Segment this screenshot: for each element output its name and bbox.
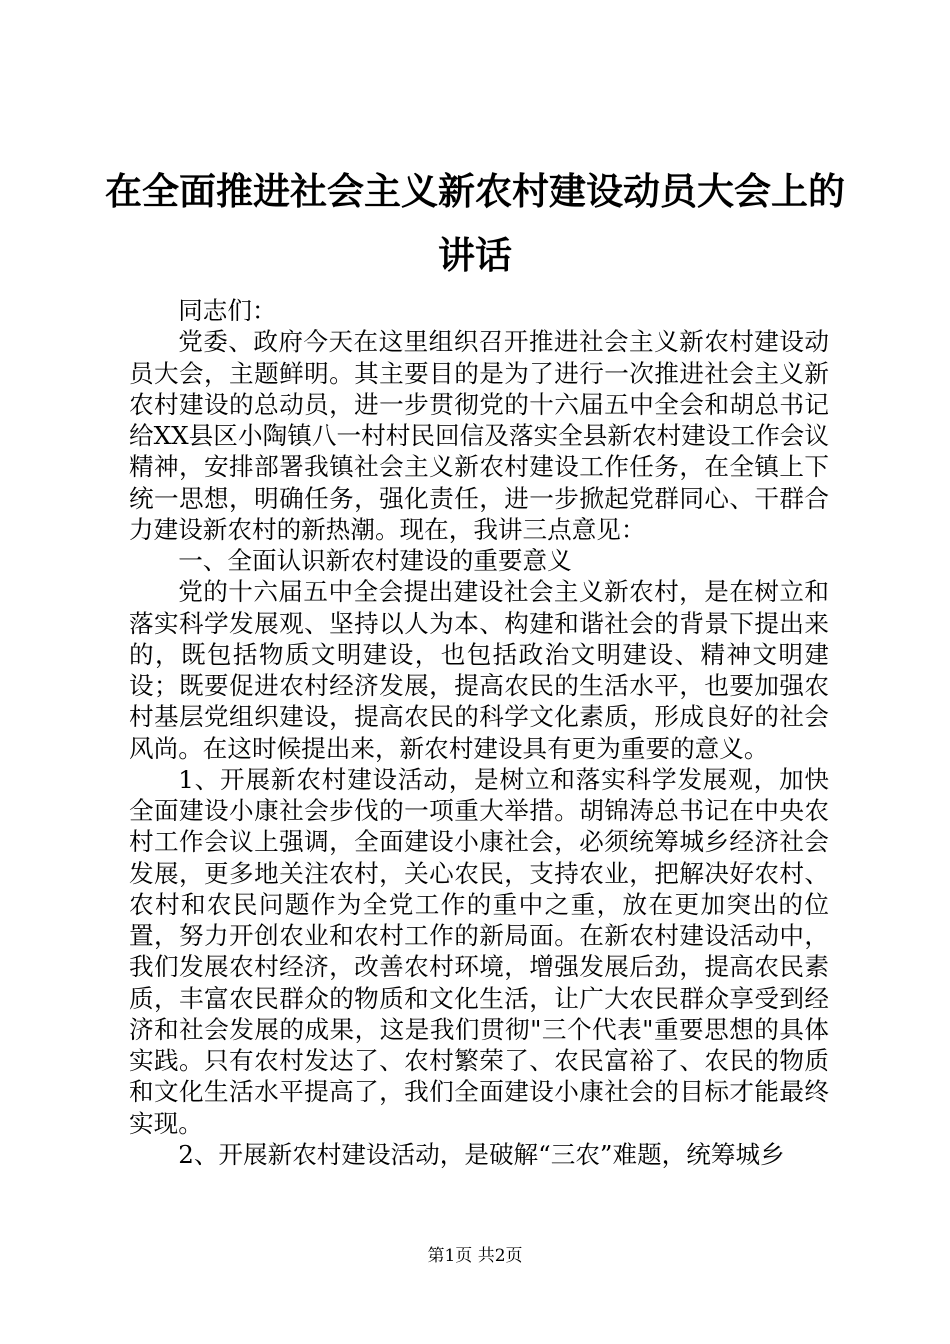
paragraph-point-1: 1、开展新农村建设活动，是树立和落实科学发展观，加快全面建设小康社会步伐的一项重大举措。胡锦涛总书记在中央农村工作会议上强调，全面建设小康社会，必须统筹城乡经济社会发展，更多地关注农村，关心农民，支持农业，把解决好农村、农村和农民问题作为全党工作的重中之重，放在更加突出的位置，努力开创农业和农村工作的新局面。在新农村建设活动中，我们发展农村经济，改善农村环境，增强发展后劲，提高农民素质，丰富农民群众的物质和文化生活，让广大农民群众享受到经济和社会发展的成果，这是我们贯彻"三个代表"重要思想的具体实践。只有农村发达了、农村繁荣了、农民富裕了、农民的物质和文化生活水平提高了，我们全面建设小康社会的目标才能最终实现。 xyxy=(129,764,829,1138)
page-footer: 第1页 共2页 xyxy=(427,1246,523,1266)
document-body xyxy=(129,295,829,1170)
salutation: 同志们： xyxy=(178,296,277,325)
section-heading-1: 一、全面认识新农村建设的重要意义 xyxy=(178,546,572,575)
paragraph-section-1: 党的十六届五中全会提出建设社会主义新农村，是在树立和落实科学发展观、坚持以人为本、构建和谐社会的背景下提出来的，既包括物质文明建设，也包括政治文明建设、精神文明建设；既要促进农村经济发展，提高农民的生活水平，也要加强农村基层党组织建设，提高农民的科学文化素质，形成良好的社会风尚。在这时候提出来，新农村建设具有更为重要的意义。 xyxy=(129,577,829,763)
paragraph-intro: 党委、政府今天在这里组织召开推进社会主义新农村建设动员大会，主题鲜明。其主要目的是为了进行一次推进社会主义新农村建设的总动员，进一步贯彻党的十六届五中全会和胡总书记给XX县区小陶镇八一村村民回信及落实全县新农村建设工作会议精神，安排部署我镇社会主义新农村建设工作任务，在全镇上下统一思想，明确任务，强化责任，进一步掀起党群同心、干群合力建设新农村的新热潮。现在，我讲三点意见： xyxy=(129,327,829,544)
paragraph-point-2: 2、开展新农村建设活动，是破解“三农”难题，统筹城乡 xyxy=(178,1139,785,1169)
document-title: 在全面推进社会主义新农村建设动员大会上的讲话 xyxy=(105,170,845,277)
